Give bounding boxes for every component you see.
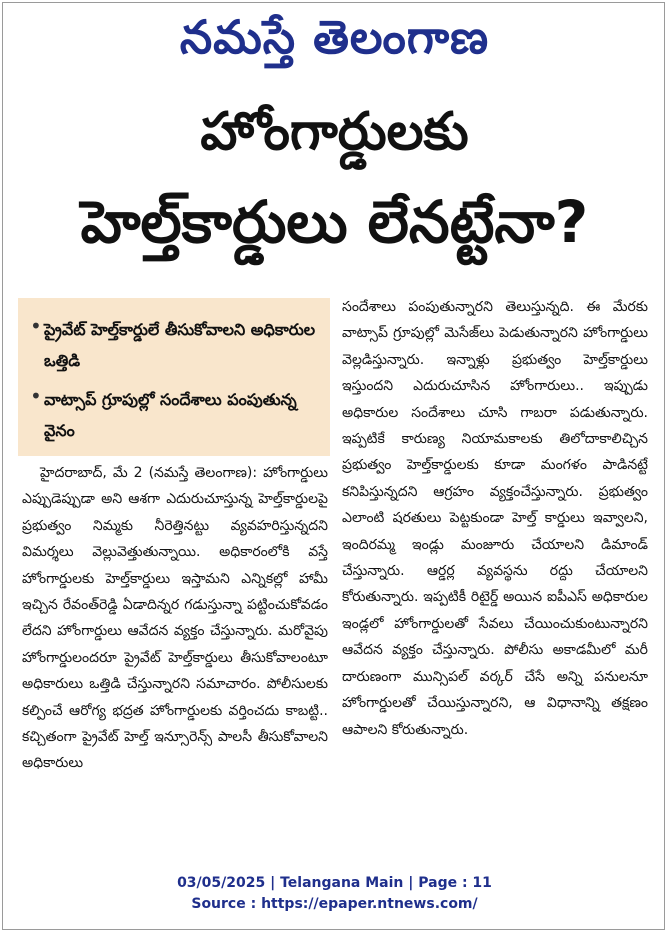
footer-edition-info: 03/05/2025 | Telangana Main | Page : 11 [177, 875, 492, 891]
highlight-text: వాట్సాప్ గ్రూపుల్లో సందేశాలు పంపుతున్న వైనం [44, 390, 297, 440]
article-body-right: సందేశాలు పంపుతున్నారని తెలుస్తున్నది. ఈ మేరకు వాట్సాప్ గ్రూపుల్లో మెసేజ్‌లు పెడుతున్నారని హోంగార్డులు వెల్లడిస్తున్నారు. ఇన్నాళ్లు ప్రభుత్వం హెల్త్‌కార్డులు ఇస్తుందని ఎదురుచూసిన హోంగారులు.. ఇప్పుడు అధికారుల సందేశాలు చూసి గాబరా పడుతున్నారు. ఇప్పటికే కారుణ్య నియామకాలకు తిలోదాకాలిచ్చిన ప్రభుత్వం హెల్త్‌కార్డులకు కూడా మంగళం పాడినట్టే కనిపిస్తున్నదని ఆగ్రహం వ్యక్తంచేస్తున్నారు. ప్రభుత్వం ఎలాంటి షరతులు పెట్టకుండా హెల్త్ కార్డులు ఇవ్వాలని, ఇందిరమ్మ ఇండ్లు మంజూరు చేయాలని డిమాండ్ చేస్తున్నారు. ఆర్డర్ల వ్యవస్థను రద్దు చేయాలని కోరుతున్నారు. ఇప్పటికీ రిటైర్డ్ అయిన ఐపీఎస్ అధికారుల ఇండ్లలో హోంగార్డులతో సేవలు చేయించుకుంటున్నారని ఆవేదన వ్యక్తం చేస్తున్నారు. పోలీసు అకాడమీలో మరీ దారుణంగా మున్సిపల్ వర్కర్ చేసే అన్ని పనులనూ హోంగార్డులతో చేయిస్తున్నారని, ఆ విధానాన్ని తక్షణం ఆపాలని కోరుతున్నారు. [342, 299, 648, 738]
article-left-column [22, 460, 328, 777]
highlight-item [30, 314, 322, 376]
bullet-icon: • [30, 314, 42, 338]
bullet-icon: • [30, 384, 42, 408]
article-right-column [342, 294, 648, 743]
headline-line-2: హెల్త్‌కార్డులు లేనట్టేనా? [80, 188, 589, 256]
article-body-left: హైదరాబాద్, మే 2 (నమస్తే తెలంగాణ): హోంగార్డులు ఎప్పుడెప్పుడా అని ఆశగా ఎదురుచూస్తున్న హెల్త్‌కార్డులపై ప్రభుత్వం నిమ్మకు నీరెత్తినట్టు వ్యవహరిస్తున్నదని విమర్శలు వెల్లువెత్తుతున్నాయి. అధికారంలోకి వస్తే హోంగార్డులకు హెల్త్‌కార్డులు ఇస్తామని ఎన్నికల్లో హామీ ఇచ్చిన రేవంత్‌రెడ్డి ఏడాదిన్నర గడుస్తున్నా పట్టించుకోవడం లేదని హోంగార్డులు ఆవేదన వ్యక్తం చేస్తున్నారు. మరోవైపు హోంగార్డులందరూ ప్రైవేట్ హెల్త్‌కార్డులు తీసుకోవాలంటూ అధికారులు ఒత్తిడి చేస్తున్నారని సమాచారం. పోలీసులకు కల్పించే ఆరోగ్య భద్రత హోంగార్డులకు వర్తించదు కాబట్టి.. కచ్చితంగా ప్రైవేట్ హెల్త్ ఇన్సూరెన్స్ పాలసీ తీసుకోవాలని అధికారులు [22, 465, 328, 772]
highlight-item [30, 384, 322, 446]
footer-source-link[interactable]: Source : https://epaper.ntnews.com/ [191, 896, 478, 912]
newspaper-masthead: నమస్తే తెలంగాణ [179, 10, 490, 64]
highlight-text: ప్రైవేట్ హెల్త్‌కార్డులే తీసుకోవాలని అధికారుల ఒత్తిడి [44, 320, 316, 370]
headline-line-1: హోంగార్డులకు [200, 102, 469, 162]
highlights-box [18, 298, 330, 456]
